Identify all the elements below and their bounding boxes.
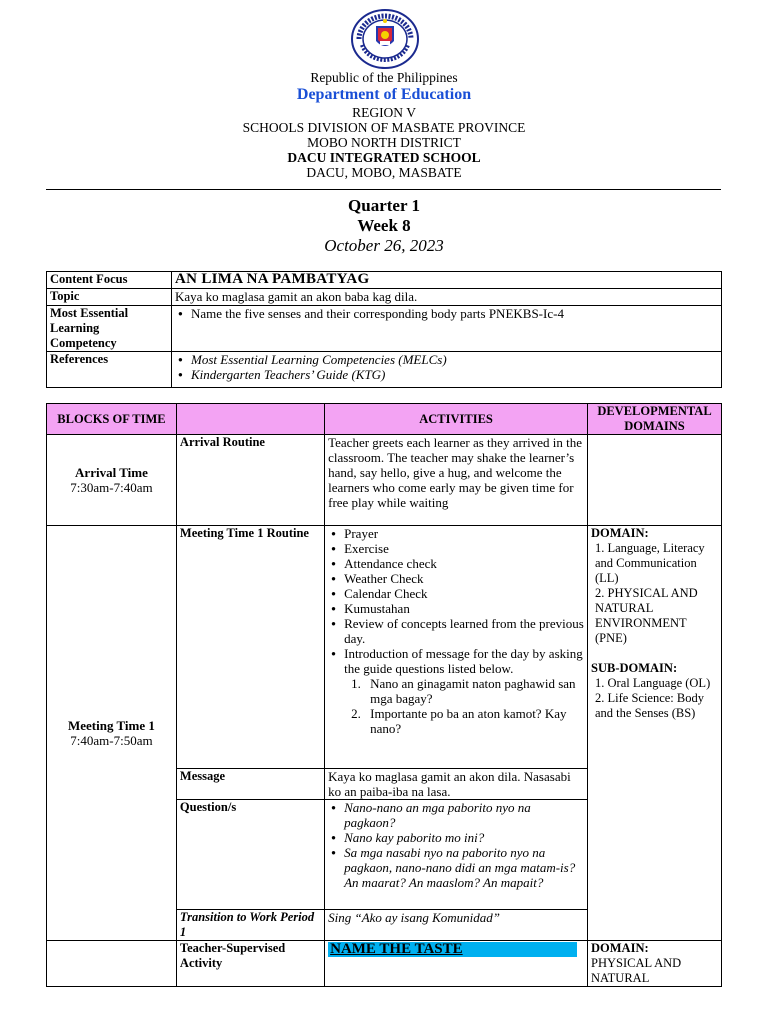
arrival-time-title: Arrival Time — [75, 465, 148, 480]
question-item: ● Nano-nano an mga paborito nyo na pagkaon? — [344, 800, 584, 830]
meeting-time-block — [47, 526, 177, 941]
meeting-routine-cell — [325, 526, 588, 769]
topic-label: Topic — [47, 289, 172, 306]
routine-item: ● Prayer — [344, 526, 584, 541]
routine-item: ● Attendance check — [344, 556, 584, 571]
header-republic: Republic of the Philippines — [310, 70, 458, 85]
tsa-domains-cell — [588, 941, 722, 987]
question-item: ● Nano kay paborito mo ini? — [344, 830, 584, 845]
header-activities: ACTIVITIES — [325, 404, 588, 435]
topic-value: Kaya ko maglasa gamit an akon baba kag dila. — [172, 289, 722, 306]
domain-line: 2. PHYSICAL AND NATURAL ENVIRONMENT (PNE) — [595, 586, 698, 645]
questions-cell — [325, 800, 588, 910]
questions-label: Question/s — [176, 800, 324, 910]
melc-value: ● Name the five senses and their corresponding body parts PNEKBS-Ic-4 — [191, 306, 718, 321]
tsa-activity-title: NAME THE TASTE — [328, 942, 577, 957]
header-empty — [176, 404, 324, 435]
reference-item: ● Kindergarten Teachers’ Guide (KTG) — [191, 367, 718, 382]
header-region: REGION V — [352, 105, 416, 120]
header-school: DACU INTEGRATED SCHOOL — [287, 150, 481, 165]
lesson-activities-table — [46, 403, 722, 987]
references-cell — [172, 352, 722, 388]
deped-seal-icon — [350, 8, 420, 70]
domain-line: 1. Language, Literacy and Communication (LL) — [595, 541, 705, 585]
guide-question: 1. Nano an ginagamit naton paghawid san mga bagay? — [364, 676, 584, 706]
guide-question: 2. Importante po ba an aton kamot? Kay nano? — [364, 706, 584, 736]
meeting-time-title: Meeting Time 1 — [68, 718, 155, 733]
tsa-block-empty — [47, 941, 177, 987]
routine-item: ● Kumustahan — [344, 601, 584, 616]
header-developmental-domains: DEVELOPMENTAL DOMAINS — [588, 404, 722, 435]
message-text: Kaya ko maglasa gamit an akon dila. Nasasabi ko an paiba-iba na lasa. — [325, 769, 588, 800]
tsa-activity-cell — [325, 941, 588, 987]
subdomain-line: 1. Oral Language (OL) — [595, 676, 711, 690]
subdomain-title: SUB-DOMAIN: — [591, 661, 678, 675]
melc-label: Most Essential Learning Competency — [47, 306, 172, 352]
arrival-routine-text: Teacher greets each learner as they arrived in the classroom. The teacher may shake the learner’s hand, say hello, give a hug, and welcome the learners who come early may be given time for free play while waiting — [325, 435, 588, 526]
routine-item: ● Calendar Check — [344, 586, 584, 601]
routine-item: ● Introduction of message for the day by asking the guide questions listed below. — [344, 646, 584, 676]
header-divider — [46, 189, 721, 190]
meeting-time-range: 7:40am-7:50am — [70, 733, 153, 748]
header-blocks-of-time: BLOCKS OF TIME — [47, 404, 177, 435]
arrival-time-block — [47, 435, 177, 526]
references-label: References — [47, 352, 172, 388]
routine-item: ● Review of concepts learned from the previous day. — [344, 616, 584, 646]
content-focus-value: AN LIMA NA PAMBATYAG — [172, 272, 722, 289]
tsa-label: Teacher-Supervised Activity — [176, 941, 324, 987]
header-division: SCHOOLS DIVISION OF MASBATE PROVINCE — [242, 120, 526, 135]
message-label: Message — [176, 769, 324, 800]
meeting-routine-label: Meeting Time 1 Routine — [176, 526, 324, 769]
routine-item: ● Exercise — [344, 541, 584, 556]
meeting-domains-cell — [588, 526, 722, 941]
domain-title: DOMAIN: — [591, 526, 649, 540]
subdomain-line: 2. Life Science: Body and the Senses (BS) — [595, 691, 704, 720]
routine-item: ● Weather Check — [344, 571, 584, 586]
header-department: Department of Education — [296, 86, 472, 103]
tsa-domain-text: PHYSICAL AND NATURAL — [591, 956, 682, 985]
transition-text: Sing “Ako ay isang Komunidad” — [325, 910, 588, 941]
week-label: Week 8 — [357, 216, 411, 235]
content-focus-label: Content Focus — [47, 272, 172, 289]
arrival-routine-label: Arrival Routine — [176, 435, 324, 526]
header-address: DACU, MOBO, MASBATE — [306, 165, 462, 180]
arrival-domain-empty — [588, 435, 722, 526]
melc-cell — [172, 306, 722, 352]
date-label: October 26, 2023 — [324, 236, 444, 255]
transition-label: Transition to Work Period 1 — [176, 910, 324, 941]
arrival-time-range: 7:30am-7:40am — [70, 480, 153, 495]
question-item: ● Sa mga nasabi nyo na paborito nyo na pagkaon, nano-nano didi an mga matam-is? An maarat? An maaslom? An mapait? — [344, 845, 584, 890]
reference-item: ● Most Essential Learning Competencies (MELCs) — [191, 352, 718, 367]
lesson-info-table — [46, 271, 722, 388]
tsa-domain-title: DOMAIN: — [591, 941, 649, 955]
header-district: MOBO NORTH DISTRICT — [307, 135, 461, 150]
quarter-label: Quarter 1 — [348, 196, 420, 215]
